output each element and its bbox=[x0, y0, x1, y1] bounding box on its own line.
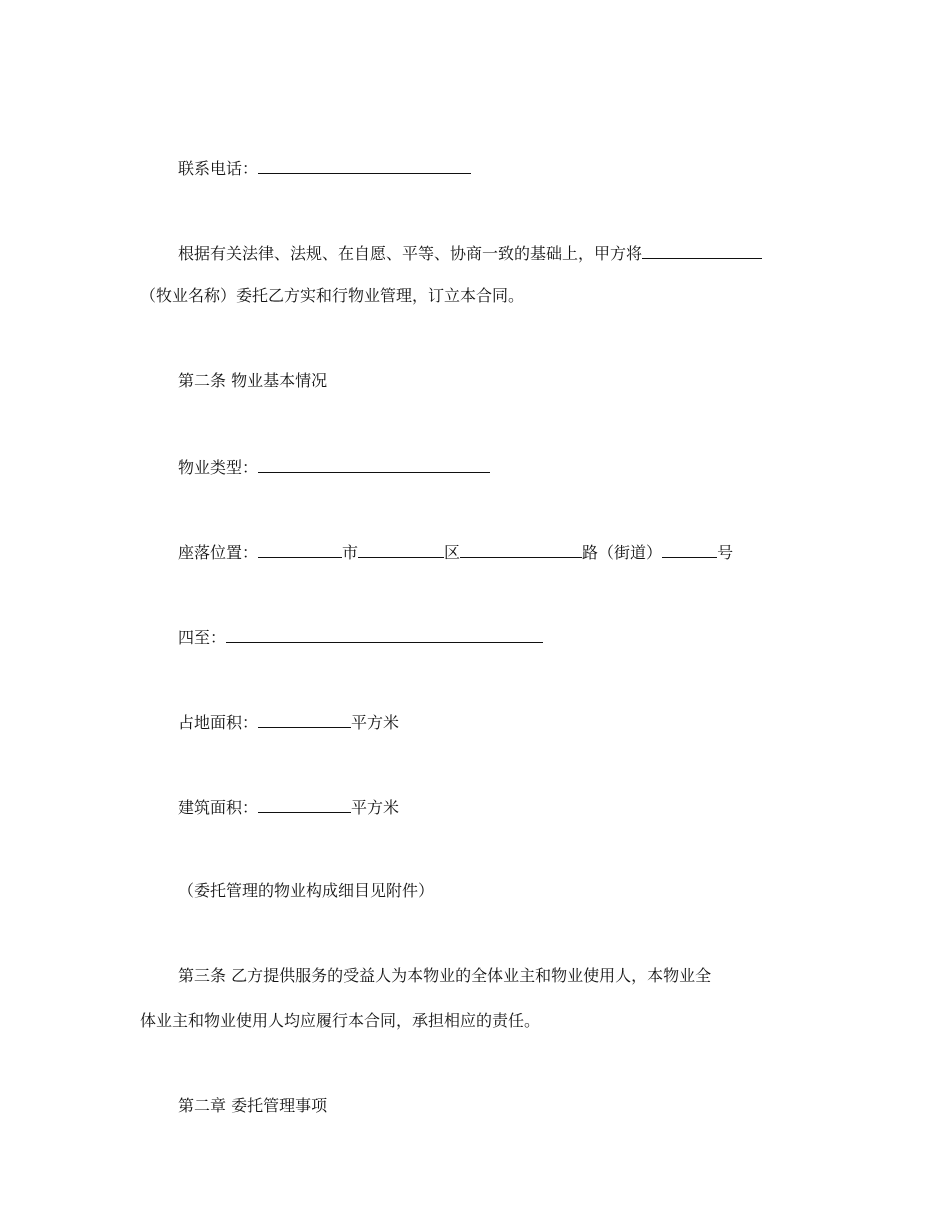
property-name-blank bbox=[642, 240, 762, 259]
contact-phone-label: 联系电话： bbox=[178, 159, 259, 178]
land-area-label: 占地面积： bbox=[178, 713, 259, 732]
property-type-label: 物业类型： bbox=[178, 458, 259, 477]
appendix-note-line bbox=[178, 879, 434, 903]
location-district-blank bbox=[358, 539, 444, 558]
location-city-text: 市 bbox=[342, 543, 359, 562]
intro-text-2: （牧业名称）委托乙方实和行物业管理，订立本合同。 bbox=[140, 286, 525, 305]
contact-phone-blank bbox=[258, 155, 471, 174]
article-3-line-2 bbox=[140, 1009, 540, 1033]
property-type-blank bbox=[258, 454, 490, 473]
article-2-heading-text: 第二条 物业基本情况 bbox=[178, 371, 328, 390]
chapter-2-heading bbox=[178, 1094, 327, 1118]
land-area-unit: 平方米 bbox=[351, 713, 400, 732]
boundaries-label: 四至： bbox=[178, 628, 227, 647]
building-area-label: 建筑面积： bbox=[178, 798, 259, 817]
location-city-blank bbox=[258, 539, 342, 558]
location-road-blank bbox=[460, 539, 582, 558]
article-2-heading bbox=[178, 369, 327, 393]
article-3-text-1: 第三条 乙方提供服务的受益人为本物业的全体业主和物业使用人，本物业全 bbox=[178, 966, 712, 985]
article-3-text-2: 体业主和物业使用人均应履行本合同，承担相应的责任。 bbox=[140, 1011, 541, 1030]
intro-paragraph-line-1 bbox=[178, 240, 762, 266]
building-area-blank bbox=[258, 794, 351, 813]
location-district-text: 区 bbox=[444, 543, 461, 562]
location-road-text: 路（街道） bbox=[582, 543, 663, 562]
location-line bbox=[178, 539, 733, 565]
location-number-text: 号 bbox=[717, 543, 734, 562]
building-area-line bbox=[178, 794, 399, 820]
land-area-blank bbox=[258, 709, 351, 728]
property-type-line bbox=[178, 454, 490, 480]
contact-phone-line bbox=[178, 155, 471, 181]
location-label: 座落位置： bbox=[178, 543, 259, 562]
boundaries-line bbox=[178, 624, 543, 650]
intro-paragraph-line-2 bbox=[140, 284, 524, 308]
building-area-unit: 平方米 bbox=[351, 798, 400, 817]
location-number-blank bbox=[662, 539, 717, 558]
boundaries-blank bbox=[226, 624, 543, 643]
chapter-2-heading-text: 第二章 委托管理事项 bbox=[178, 1096, 328, 1115]
appendix-note: （委托管理的物业构成细目见附件） bbox=[178, 881, 435, 900]
article-3-line-1 bbox=[178, 964, 711, 988]
land-area-line bbox=[178, 709, 399, 735]
intro-text-1: 根据有关法律、法规、在自愿、平等、协商一致的基础上，甲方将 bbox=[178, 244, 643, 263]
